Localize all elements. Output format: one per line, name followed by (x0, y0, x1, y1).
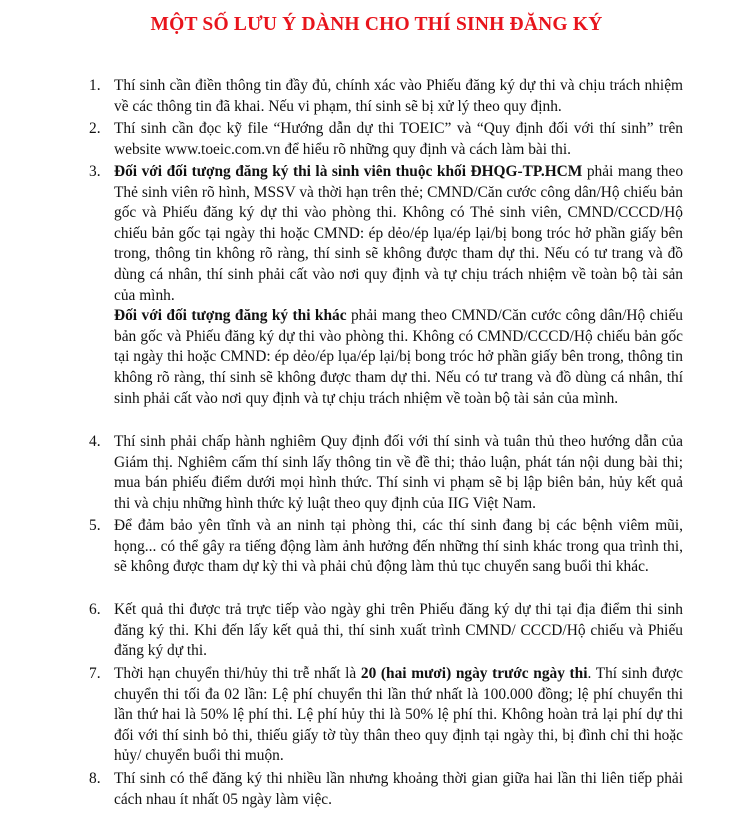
notes-list (0, 76, 753, 810)
item-number: 2. (89, 120, 101, 137)
deadline-bold: 20 (hai mươi) ngày trước ngày thi (360, 665, 588, 682)
text-segment: Thời hạn chuyển thi/hủy thi trễ nhất là (114, 665, 361, 682)
item-paragraph (114, 306, 683, 409)
page-title: MỘT SỐ LƯU Ý DÀNH CHO THÍ SINH ĐĂNG KÝ (150, 14, 603, 35)
list-item (89, 119, 683, 160)
item-number: 5. (89, 517, 101, 534)
list-item (89, 769, 683, 810)
item-text: Thí sinh cần đọc kỹ file “Hướng dẫn dự thi TOEIC” và “Quy định đối với thí sinh” trên website www.toeic.com.vn để hiểu rõ những quy định và cách làm bài thi. (114, 120, 683, 158)
bold-lead: Đối với đối tượng đăng ký thi là sinh viên thuộc khối ĐHQG-TP.HCM (114, 163, 583, 180)
item-number: 1. (89, 77, 101, 94)
item-number: 3. (89, 163, 101, 180)
item-text: Kết quả thi được trả trực tiếp vào ngày ghi trên Phiếu đăng ký dự thi tại địa điểm thi sinh đăng ký thi. Khi đến lấy kết quả thi, thí sinh xuất trình CMND/ CCCD/Hộ chiếu và Phiếu đăng ký dự thi. (114, 601, 683, 660)
item-text: Thí sinh cần điền thông tin đầy đủ, chính xác vào Phiếu đăng ký dự thi và chịu trách nhiệm về các thông tin đã khai. Nếu vi phạm, thí sinh sẽ bị xử lý theo quy định. (114, 77, 683, 115)
list-item (89, 600, 683, 662)
item-number: 6. (89, 601, 101, 618)
paragraph-text: phải mang theo Thẻ sinh viên rõ hình, MSSV và thời hạn trên thẻ; CMND/Căn cước công dân/Hộ chiếu bản gốc và Phiếu đăng ký dự thi vào phòng thi. Không có Thẻ sinh viên, CMND/CCCD/Hộ chiếu bản gốc tại ngày thi hoặc CMND: ép dẻo/ép lụa/ép lại/bị bong tróc hở phần giấy bên trong, thông tin không rõ ràng, thí sinh sẽ không được tham dự thi. Nếu có tư trang và đồ dùng cá nhân, thí sinh phải cất vào nơi quy định và tự chịu trách nhiệm về toàn bộ tài sản của mình. (114, 163, 684, 304)
item-number: 4. (89, 433, 101, 450)
item-text (114, 664, 683, 767)
list-item (89, 432, 683, 514)
list-item (89, 76, 683, 117)
list-item (89, 664, 683, 767)
item-text: Thí sinh có thể đăng ký thi nhiều lần nhưng khoảng thời gian giữa hai lần thi liên tiếp phải cách nhau ít nhất 05 ngày làm việc. (114, 770, 683, 808)
item-paragraph (114, 162, 683, 306)
paragraph-text: phải mang theo CMND/Căn cước công dân/Hộ chiếu bản gốc và Phiếu đăng ký dự thi vào phòng thi. Không có CMND/CCCD/Hộ chiếu bản gốc tại ngày thi hoặc CMND: ép dẻo/ép lụa/ép lại/bị bong tróc hở phần giấy bên trong, thông tin không rõ ràng, thí sinh sẽ không được tham dự thi. Nếu có tư trang và đồ dùng cá nhân, thí sinh phải cất vào nơi quy định và tự chịu trách nhiệm về toàn bộ tài sản của mình. (114, 307, 683, 407)
list-item (89, 516, 683, 598)
item-text: Thí sinh phải chấp hành nghiêm Quy định đối với thí sinh và tuân thủ theo hướng dẫn của Giám thị. Nghiêm cấm thí sinh lấy thông tin về đề thi; thảo luận, phát tán nội dung bài thi; mua bán phiếu điểm dưới mọi hình thức. Thí sinh vi phạm sẽ bị lập biên bản, hủy kết quả thi và chịu những hình thức kỷ luật theo quy định của IIG Việt Nam. (114, 433, 683, 512)
list-item (89, 162, 684, 430)
text-segment: . Thí sinh được chuyển thi tối đa 02 lần: Lệ phí chuyển thi lần thứ nhất là 100.000 đồng; lệ phí chuyển thi lần thứ hai là 50% lệ phí thi. Lệ phí hủy thi là 50% lệ phí thi. Không hoàn trả lại phí dự thi đối với thí sinh bỏ thi, thiếu giấy tờ tùy thân theo quy định tại ngày thi, bị đình chỉ thi hoặc hủy/ chuyển buổi thi muộn. (114, 665, 683, 765)
item-text: Để đảm bảo yên tĩnh và an ninh tại phòng thi, các thí sinh đang bị các bệnh viêm mũi, họng... có thể gây ra tiếng động làm ảnh hưởng đến những thí sinh khác trong qua trình thi, sẽ không được tham dự kỳ thi và phải chủ động làm thủ tục chuyển sang buổi thi khác. (114, 517, 683, 576)
item-number: 8. (89, 770, 101, 787)
item-number: 7. (89, 665, 101, 682)
bold-lead: Đối với đối tượng đăng ký thi khác (114, 307, 347, 325)
